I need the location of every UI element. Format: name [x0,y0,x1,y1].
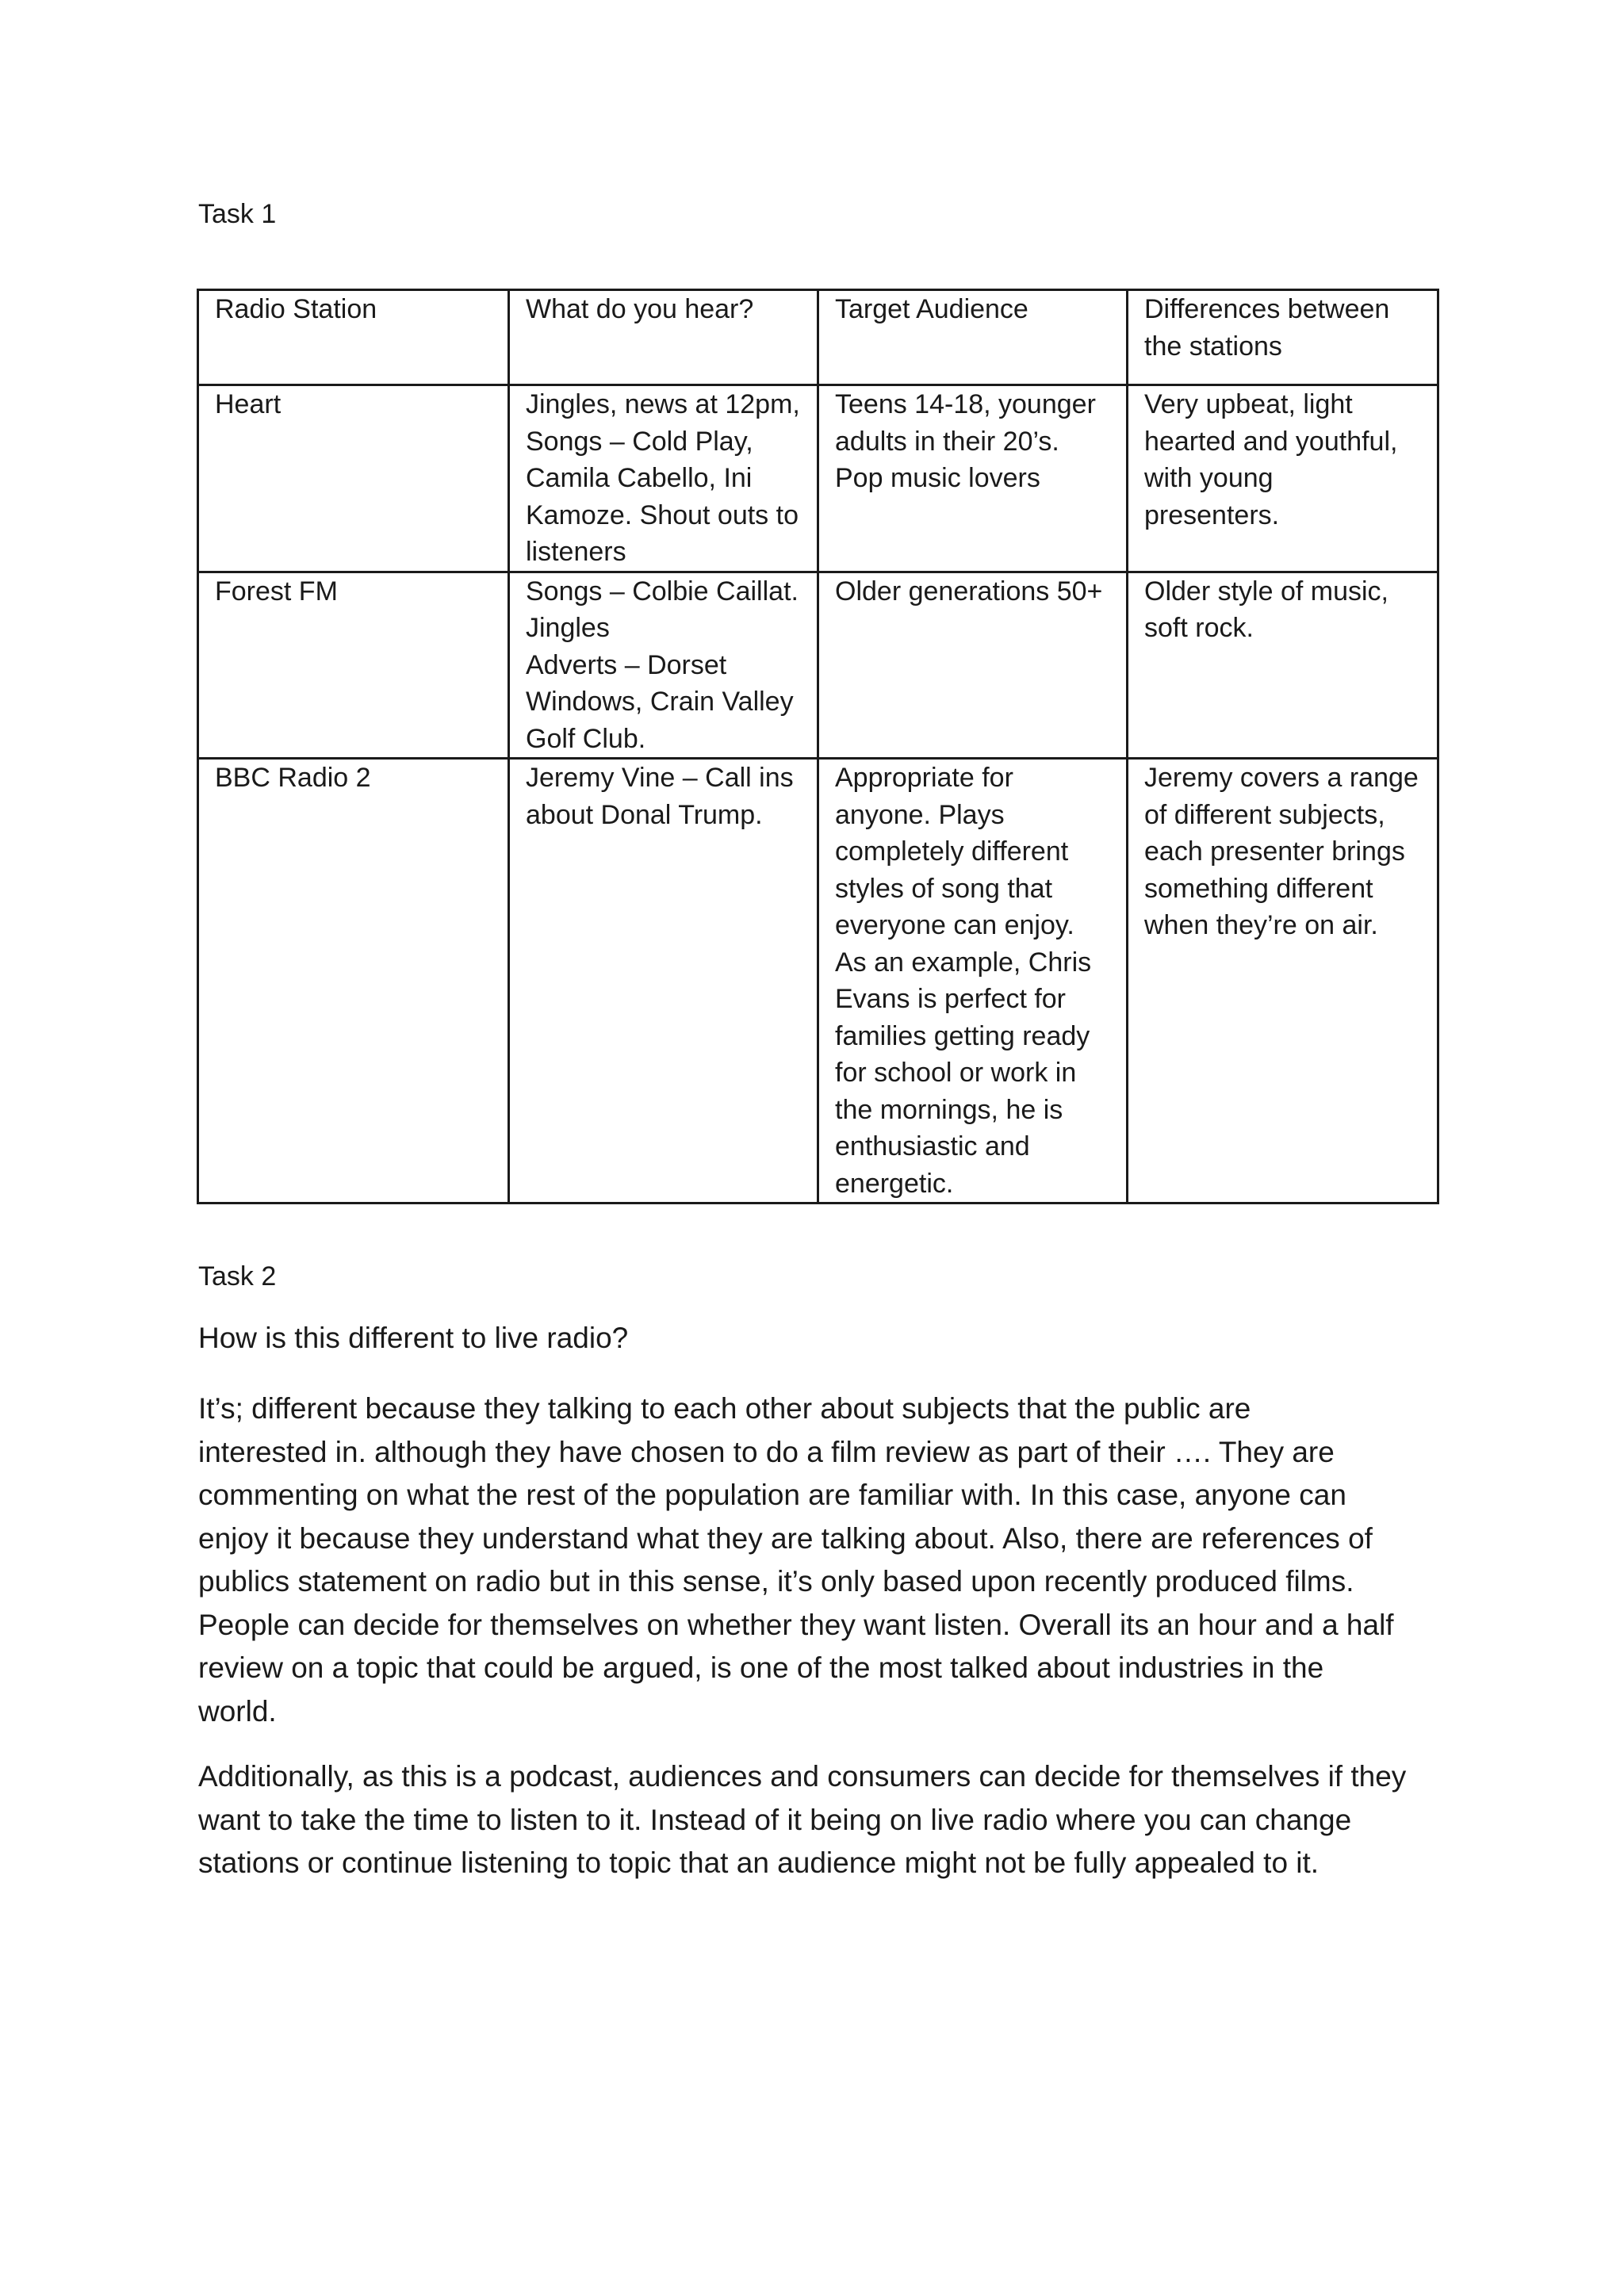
table-header-row [198,290,1438,385]
paragraph-line: People can decide for themselves on whether they want listen. Overall its an hour and a half [198,1608,1394,1641]
paragraph-line: Additionally, as this is a podcast, audiences and consumers can decide for themselves if they [198,1760,1407,1793]
paragraph-line: publics statement on radio but in this sense, it’s only based upon recently produced films. [198,1565,1354,1598]
cell-what-you-hear: Jeremy Vine – Call ins about Donal Trump. [509,759,818,1203]
cell-station-name: Forest FM [198,572,509,759]
header-differences: Differences between the stations [1128,290,1438,385]
header-what-do-you-hear: What do you hear? [509,290,818,385]
task2-paragraph-2 [198,1755,1459,1885]
task2-paragraph-1 [198,1387,1459,1733]
task2-heading: Task 2 [198,1261,277,1292]
cell-target-audience: Appropriate for anyone. Plays completely different styles of song that everyone can enjoy. As an example, Chris Evans is perfect for families getting ready for school or work in the mornings, he is enthusiastic and energetic. [818,759,1128,1203]
table-row-forest-fm [198,572,1438,759]
header-target-audience: Target Audience [818,290,1128,385]
cell-differences: Older style of music, soft rock. [1128,572,1438,759]
task2-question: How is this different to live radio? [198,1322,629,1354]
paragraph-line: stations or continue listening to topic that an audience might not be fully appealed to it. [198,1846,1320,1879]
paragraph-line: commenting on what the rest of the population are familiar with. In this case, anyone can [198,1479,1346,1511]
cell-station-name: BBC Radio 2 [198,759,509,1203]
paragraph-line: want to take the time to listen to it. Instead of it being on live radio where you can change [198,1803,1352,1836]
header-radio-station: Radio Station [198,290,509,385]
cell-station-name: Heart [198,385,509,572]
cell-differences: Jeremy covers a range of different subjects, each presenter brings something different when they’re on air. [1128,759,1438,1203]
paragraph-line: world. [198,1694,277,1728]
cell-what-you-hear: Songs – Colbie Caillat. Jingles Adverts – Dorset Windows, Crain Valley Golf Club. [509,572,818,759]
paragraph-line: review on a topic that could be argued, is one of the most talked about industries in the [198,1651,1324,1684]
cell-differences: Very upbeat, light hearted and youthful, with young presenters. [1128,385,1438,572]
task1-heading: Task 1 [198,199,277,229]
cell-target-audience: Older generations 50+ [818,572,1128,759]
cell-target-audience: Teens 14-18, younger adults in their 20’s. Pop music lovers [818,385,1128,572]
paragraph-line: interested in. although they have chosen to do a film review as part of their …. They are [198,1435,1335,1468]
paragraph-line: It’s; different because they talking to each other about subjects that the public are [198,1392,1251,1425]
cell-what-you-hear: Jingles, news at 12pm, Songs – Cold Play, Camila Cabello, Ini Kamoze. Shout outs to listeners [509,385,818,572]
table-row-bbc-radio-2 [198,759,1438,1203]
radio-stations-table [197,289,1439,1204]
table-row-heart [198,385,1438,572]
paragraph-line: enjoy it because they understand what they are talking about. Also, there are references of [198,1521,1373,1555]
